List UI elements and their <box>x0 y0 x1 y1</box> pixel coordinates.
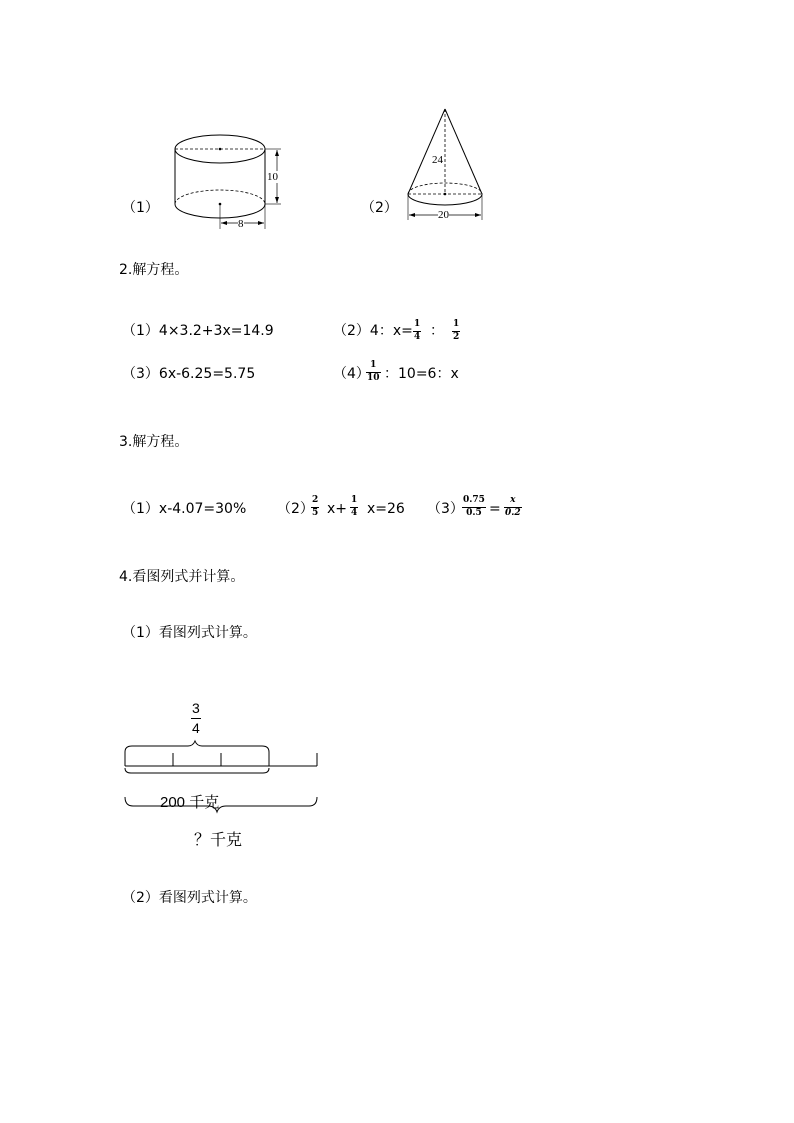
diagram-known-label: 200 千克 <box>160 794 220 811</box>
s3-equation-2-prefix: （2） <box>277 501 314 517</box>
s2-equation-3: （3）6x-6.25=5.75 <box>122 366 256 382</box>
cylinder-height-label: 10 <box>267 171 278 183</box>
bar-diagram <box>120 740 340 810</box>
cylinder-figure <box>165 132 305 232</box>
s4-subquestion-1: （1）看图列式计算。 <box>122 625 257 641</box>
cylinder-radius-label: 8 <box>238 218 244 230</box>
s2-eq2-separator: ： <box>430 323 444 339</box>
s3-eq3-fraction-1: 0.75 0.5 <box>463 495 485 518</box>
diagram-fraction-label: 3 4 <box>192 700 200 736</box>
s3-eq3-equals: = <box>489 501 501 517</box>
s3-eq3-fraction-2: x 0.2 <box>505 495 521 518</box>
diagram-unknown-label: ？千克 <box>194 832 243 849</box>
s3-eq2-fraction-1: 2 5 <box>312 495 319 518</box>
s2-eq2-fraction-2: 1 2 <box>453 319 460 342</box>
s2-equation-2-prefix: （2）4：x= <box>333 323 413 339</box>
s3-equation-3-prefix: （3） <box>427 501 464 517</box>
s3-equation-1: （1）x-4.07=30% <box>122 501 247 517</box>
cone-diameter-label: 20 <box>438 209 449 221</box>
section-4-title: 4.看图列式并计算。 <box>119 569 245 585</box>
s2-equation-4-prefix: （4） <box>333 366 370 382</box>
s3-eq2-middle: x+ <box>327 501 348 517</box>
s3-eq2-suffix: x=26 <box>367 501 405 517</box>
section-3-title: 3.解方程。 <box>119 434 189 450</box>
figure-2-label: （2） <box>361 200 398 216</box>
section-2-title: 2.解方程。 <box>119 262 189 278</box>
s4-subquestion-2: （2）看图列式计算。 <box>122 890 257 906</box>
s2-eq2-fraction-1: 1 4 <box>414 319 421 342</box>
cone-height-label: 24 <box>432 154 443 166</box>
cone-figure <box>400 105 510 225</box>
figure-1-label: （1） <box>122 200 159 216</box>
s3-eq2-fraction-2: 1 4 <box>351 495 358 518</box>
s2-equation-1: （1）4×3.2+3x=14.9 <box>122 323 274 339</box>
s2-eq4-fraction: 1 10 <box>367 360 380 383</box>
s2-equation-4-suffix: ：10=6：x <box>384 366 459 382</box>
